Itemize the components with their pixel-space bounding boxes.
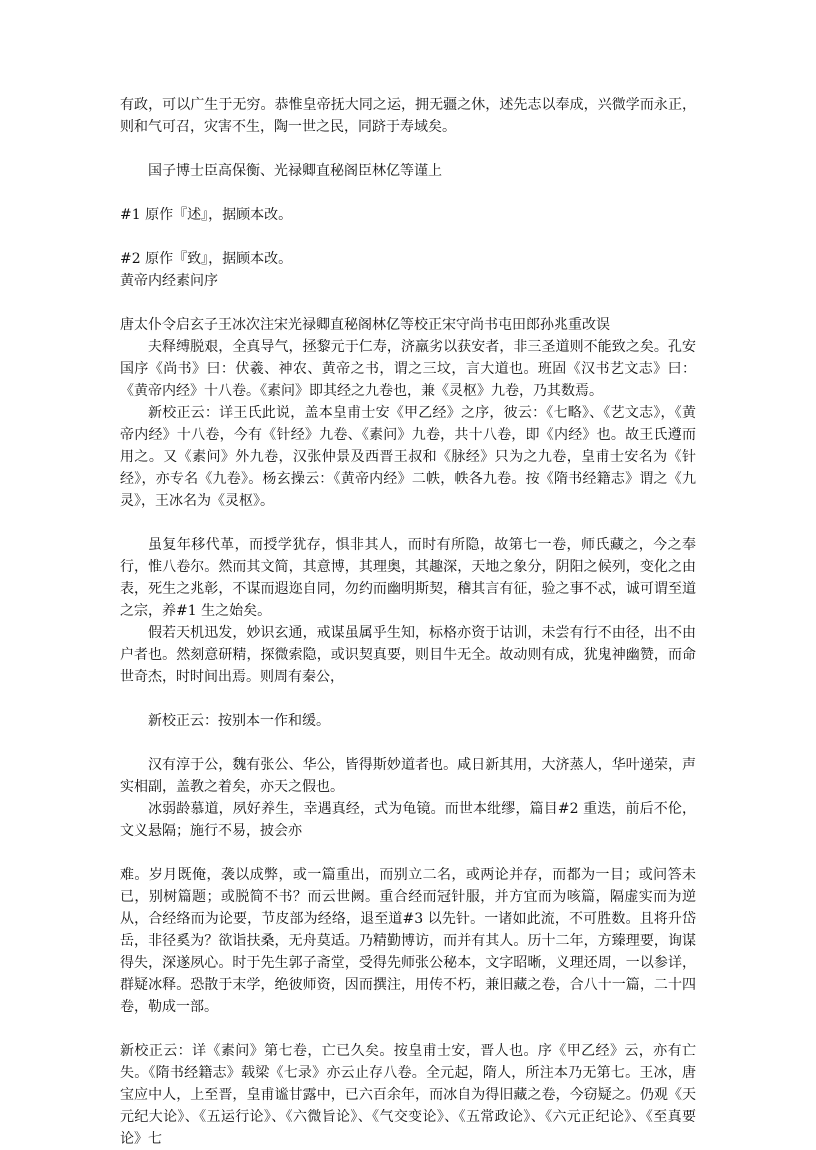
paragraph-preface-4: 汉有淳于公，魏有张公、华公，皆得斯妙道者也。咸日新其用，大济蒸人，华叶递荣，声实相副，盖教之着矣，亦天之假也。 (120, 757, 696, 795)
author-byline: 唐太仆令启玄子王冰次注宋光禄卿直秘阁林亿等校正宋守尚书屯田郎孙兆重改误 (120, 317, 610, 333)
paragraph-commentary-1: 新校正云：详王氏此说，盖本皇甫士安《甲乙经》之序，彼云：《七略》、《艺文志》，《黄帝内经》十八卷，今有《针经》九卷、《素问》九卷，共十八卷，即《内经》也。故王氏遵而用之。又《素问》外九卷，汉张仲景及西晋王叔和《脉经》只为之九卷，皇甫士安名为《针经》，亦专名《九卷》。杨玄操云：《黄帝内经》二帙，帙各九卷。按《隋书经籍志》谓之《九灵》，王冰名为《灵枢》。 (120, 405, 696, 509)
paragraph-commentary-3: 新校正云：详《素问》第七卷，亡已久矣。按皇甫士安，晋人也。序《甲乙经》云，亦有亡失。《隋书经籍志》载梁《七录》亦云止存八卷。全元起，隋人，所注本乃无第七。王冰，唐宝应中人，上至晋，皇甫谧甘露中，已六百余年，而冰自为得旧藏之卷，今窃疑之。仍观《天元纪大论》、《五运行论》、《六微旨论》、《气交变论》、《五常政论》、《六元正纪论》、《至真要论》七 (120, 1043, 696, 1147)
paragraph-preface-5: 冰弱龄慕道，夙好养生，幸遇真经，式为龟镜。而世本纰缪，篇目#2 重迭，前后不伦，文义悬隔；施行不易，披会亦 (120, 801, 696, 839)
spacer (120, 512, 696, 534)
spacer (120, 182, 696, 204)
paragraph-preface-3: 假若天机迅发，妙识玄通，戒谋虽属乎生知，标格亦资于诂训，未尝有行不由径，出不由户者也。然刻意研精，探微索隐，或识契真要，则目牛无全。故动则有成，犹鬼神幽赞，而命世奇杰，时时间出焉。则周有秦公， (120, 625, 696, 685)
spacer (120, 226, 696, 248)
spacer (120, 688, 696, 710)
spacer (120, 292, 696, 314)
spacer (120, 138, 696, 160)
paragraph-preface-1: 夫释缚脱艰，全真导气，拯黎元于仁寿，济羸劣以获安者，非三圣道则不能致之矣。孔安国序《尚书》曰：伏羲、神农、黄帝之书，谓之三坟，言大道也。班固《汉书艺文志》曰：《黄帝内经》十八卷。《素问》即其经之九卷也，兼《灵枢》九卷，乃其数焉。 (120, 339, 696, 399)
paragraph-commentary-2: 新校正云：按别本一作和缓。 (148, 713, 330, 729)
footnote-2: #2 原作『致』，据顾本改。 (120, 251, 293, 267)
spacer (120, 1018, 696, 1040)
footnote-1: #1 原作『述』，据顾本改。 (120, 207, 293, 223)
spacer (120, 842, 696, 864)
paragraph-preface-2: 虽复年移代革，而授学犹存，惧非其人，而时有所隐，故第七一卷，师氏藏之，今之奉行，惟八卷尔。然而其文简，其意博，其理奥，其趣深，天地之象分，阴阳之候列，变化之由表，死生之兆彰，不谋而遐迩自同，勿约而幽明斯契，稽其言有征，验之事不忒，诚可谓至道之宗，养#1 生之始矣。 (120, 537, 696, 619)
spacer (120, 732, 696, 754)
paragraph-intro-end: 有政，可以广生于无穷。恭惟皇帝抚大同之运，拥无疆之休，述先志以奉成，兴微学而永正，则和气可召，灾害不生，陶一世之民，同跻于寿域矣。 (120, 97, 696, 135)
paragraph-preface-6: 难。岁月既俺，袭以成弊，或一篇重出，而别立二名，或两论并存，而都为一目；或问答未已，别树篇题；或脱简不书？而云世阙。重合经而冠针服，并方宜而为咳篇，隔虚实而为逆从，合经络而为论要，节皮部为经络，退至道#3 以先针。一诸如此流，不可胜数。且将升岱岳，非径奚为？欲诣扶桑，无舟莫适。乃精勤博访，而并有其人。历十二年，方臻理要，询谋得失，深遂夙心。时于先生郭子斋堂，受得先师张公秘本，文字昭晰，义理还周，一以参详，群疑冰释。恐散于末学，绝彼师资，因而撰注，用传不朽，兼旧藏之卷，合八十一篇，二十四卷，勒成一部。 (120, 867, 696, 1015)
section-heading: 黄帝内经素问序 (120, 273, 218, 289)
signature-line: 国子博士臣高保衡、光禄卿直秘阁臣林亿等谨上 (148, 163, 442, 179)
document-page (120, 94, 696, 1150)
